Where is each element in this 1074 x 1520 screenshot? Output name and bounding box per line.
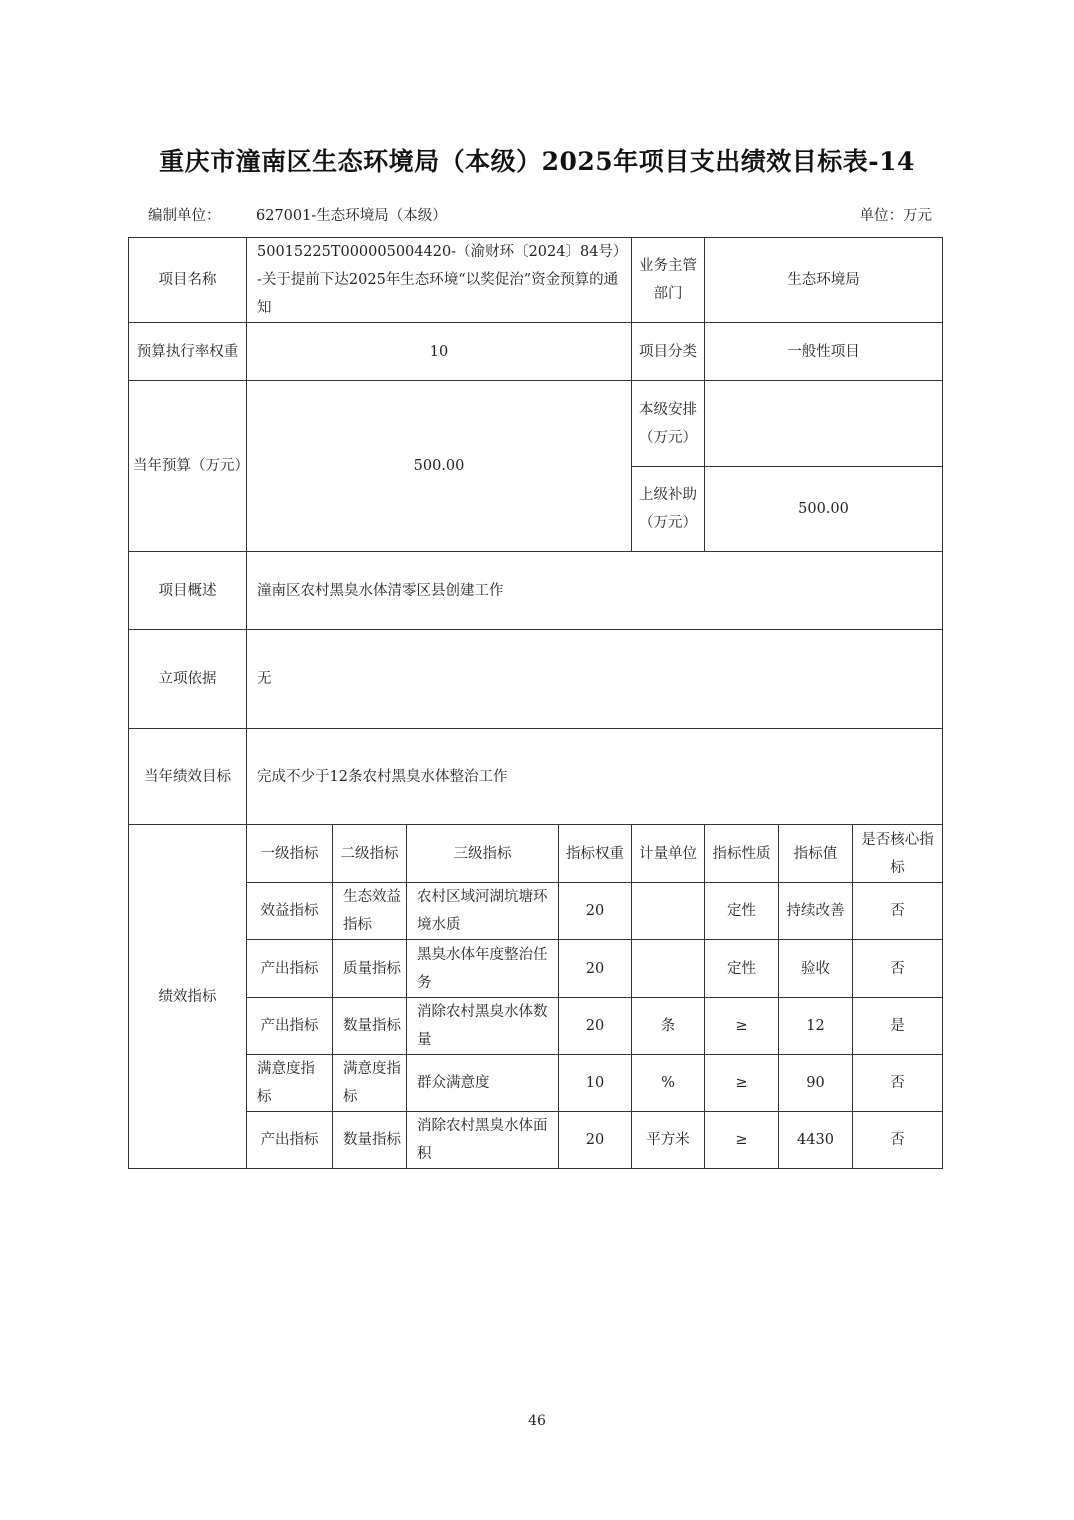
indicator-core: 否 <box>853 1055 943 1112</box>
indicator-unit: 平方米 <box>632 1112 705 1169</box>
indicator-core: 否 <box>853 940 943 998</box>
project-name-label: 项目名称 <box>129 238 247 323</box>
goal-label: 当年绩效目标 <box>129 729 247 825</box>
dept-label: 业务主管部门 <box>632 238 705 323</box>
superior-label: 上级补助（万元） <box>632 467 705 552</box>
performance-table <box>128 237 943 1169</box>
indicator-value: 12 <box>779 998 853 1055</box>
indicator-l3: 消除农村黑臭水体面积 <box>407 1112 559 1169</box>
indicator-l2: 质量指标 <box>333 940 407 998</box>
header-weight: 指标权重 <box>559 825 632 883</box>
indicator-nature: ≥ <box>705 998 779 1055</box>
indicator-nature: 定性 <box>705 940 779 998</box>
indicator-unit <box>632 940 705 998</box>
indicator-weight: 10 <box>559 1055 632 1112</box>
overview-label: 项目概述 <box>129 552 247 630</box>
indicator-l3: 群众满意度 <box>407 1055 559 1112</box>
header-nature: 指标性质 <box>705 825 779 883</box>
header-core: 是否核心指标 <box>853 825 943 883</box>
indicator-l1: 效益指标 <box>247 883 333 940</box>
indicator-weight: 20 <box>559 998 632 1055</box>
indicator-l2: 满意度指标 <box>333 1055 407 1112</box>
indicator-l2: 生态效益指标 <box>333 883 407 940</box>
overview-value: 潼南区农村黑臭水体清零区县创建工作 <box>247 552 943 630</box>
currency-label: 单位：万元 <box>859 208 932 224</box>
indicator-l2: 数量指标 <box>333 1112 407 1169</box>
indicator-core: 是 <box>853 998 943 1055</box>
table-row <box>129 940 943 998</box>
goal-value: 完成不少于12条农村黑臭水体整治工作 <box>247 729 943 825</box>
exec-rate-value: 10 <box>247 323 632 381</box>
indicator-l1: 产出指标 <box>247 940 333 998</box>
local-label: 本级安排（万元） <box>632 381 705 467</box>
indicator-l3: 消除农村黑臭水体数量 <box>407 998 559 1055</box>
indicator-l2: 数量指标 <box>333 998 407 1055</box>
row-overview <box>129 552 943 630</box>
indicator-l1: 满意度指标 <box>247 1055 333 1112</box>
indicator-unit <box>632 883 705 940</box>
category-label: 项目分类 <box>632 323 705 381</box>
indicator-core: 否 <box>853 1112 943 1169</box>
table-row <box>129 1112 943 1169</box>
indicator-value: 90 <box>779 1055 853 1112</box>
indicator-value: 4430 <box>779 1112 853 1169</box>
indicator-l3: 农村区域河湖坑塘环境水质 <box>407 883 559 940</box>
indicators-label: 绩效指标 <box>129 825 247 1169</box>
row-exec-rate <box>129 323 943 381</box>
indicator-l1: 产出指标 <box>247 998 333 1055</box>
unit-label: 编制单位： <box>148 208 221 224</box>
indicator-nature: 定性 <box>705 883 779 940</box>
indicator-unit: % <box>632 1055 705 1112</box>
budget-value: 500.00 <box>247 381 632 552</box>
indicator-weight: 20 <box>559 940 632 998</box>
exec-rate-label: 预算执行率权重 <box>129 323 247 381</box>
indicator-l1: 产出指标 <box>247 1112 333 1169</box>
row-budget <box>129 381 943 467</box>
indicator-l3: 黑臭水体年度整治任务 <box>407 940 559 998</box>
superior-value: 500.00 <box>705 467 943 552</box>
basis-value: 无 <box>247 630 943 729</box>
indicator-weight: 20 <box>559 883 632 940</box>
unit-value: 627001-生态环境局（本级） <box>256 208 447 224</box>
indicator-value: 持续改善 <box>779 883 853 940</box>
header-value: 指标值 <box>779 825 853 883</box>
header-l2: 二级指标 <box>333 825 407 883</box>
table-row <box>129 998 943 1055</box>
indicator-core: 否 <box>853 883 943 940</box>
budget-label: 当年预算（万元） <box>129 381 247 552</box>
row-project-name <box>129 238 943 323</box>
table-row <box>129 1055 943 1112</box>
dept-value: 生态环境局 <box>705 238 943 323</box>
category-value: 一般性项目 <box>705 323 943 381</box>
header-l3: 三级指标 <box>407 825 559 883</box>
page-title: 重庆市潼南区生态环境局（本级）2025年项目支出绩效目标表-14 <box>159 147 915 176</box>
row-goal <box>129 729 943 825</box>
row-basis <box>129 630 943 729</box>
page-number: 46 <box>528 1413 546 1429</box>
basis-label: 立项依据 <box>129 630 247 729</box>
indicator-header-row <box>129 825 943 883</box>
project-name-value: 50015225T000005004420-（渝财环〔2024〕84号）-关于提前下达2025年生态环境“以奖促治”资金预算的通知 <box>247 238 632 323</box>
indicator-unit: 条 <box>632 998 705 1055</box>
local-value <box>705 381 943 467</box>
header-l1: 一级指标 <box>247 825 333 883</box>
header-unit: 计量单位 <box>632 825 705 883</box>
header-line <box>148 204 932 224</box>
table-row <box>129 883 943 940</box>
indicator-nature: ≥ <box>705 1055 779 1112</box>
indicator-value: 验收 <box>779 940 853 998</box>
indicator-nature: ≥ <box>705 1112 779 1169</box>
indicator-weight: 20 <box>559 1112 632 1169</box>
